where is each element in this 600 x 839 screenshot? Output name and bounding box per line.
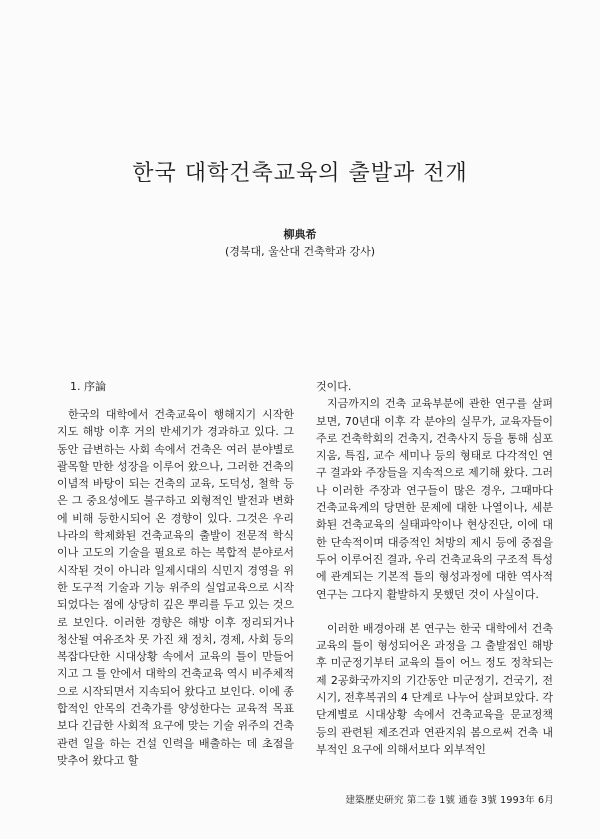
right-column bbox=[316, 378, 553, 758]
section-heading: 1. 序論 bbox=[70, 380, 106, 393]
body-paragraph: 것이다. bbox=[316, 380, 352, 393]
body-paragraph: 이러한 배경아래 본 연구는 한국 대학에서 건축교육의 틀이 형성되어온 과정을 그 출발점인 해방 후 미군정기부터 교육의 틀이 어느 정도 정착되는 제 2공화국까지의 기간동안 미군정기, 건국기, 전시기, 전후복귀의 4 단계로 나누어 살펴보았다. 각 단계별로 시대상황 속에서 건축교육을 문교정책 등의 관련된 제조건과 연관지워 봄으로써 건축 내부적인 요구에 의해서보다 외부적인 bbox=[316, 621, 553, 756]
author-name: 柳典希 bbox=[283, 228, 317, 241]
author-affiliation: (경북대, 울산대 건축학과 강사) bbox=[224, 245, 376, 258]
body-paragraph: 지금까지의 건축 교육부분에 관한 연구를 살펴보면, 70년대 이후 각 분야의 실무가, 교육자들이 주로 건축학회의 건축지, 건축사지 등을 통해 심포지움, 특집, 교수 세미나 등의 형태로 다각적인 연구 결과와 주장들을 지속적으로 제기해 왔다. 그러나 이러한 주장과 연구들이 많은 경우, 그때마다 건축교육계의 당면한 문제에 대한 나열이나, 세분화된 건축교육의 실태파악이나 현상진단, 이에 대한 단속적이며 대증적인 처방의 제시 등에 중점을 두어 이루어진 결과, 우리 건축교육의 구조적 특성에 관계되는 기본적 틀의 형성과정에 대한 역사적 연구는 그다지 활발하지 못했던 것이 사실이다. bbox=[316, 397, 553, 601]
page-title: 한국 대학건축교육의 출발과 전개 bbox=[132, 161, 468, 186]
left-column bbox=[57, 378, 294, 769]
body-paragraph: 한국의 대학에서 건축교육이 행해지기 시작한 지도 해방 이후 거의 반세기가 경과하고 있다. 그동안 급변하는 사회 속에서 건축은 여러 분야별로 괄목할 만한 성장을 이루어 왔으나, 그러한 건축의 이념적 바탕이 되는 건축의 교육, 도덕성, 철학 등은 그 중요성에도 불구하고 외형적인 발전과 변화에 비해 등한시되어 온 경향이 있다. 그것은 우리나라의 학제화된 건축교육의 출발이 전문적 학식이나 고도의 기술을 필요로 하는 복합적 분야로서 시작된 것이 아니라 일제시대의 식민지 경영을 위한 도구적 기술과 기능 위주의 실업교육으로 시작되었다는 점에 상당히 깊은 뿌리를 두고 있는 것으로 보인다. 이러한 경향은 해방 이후 정리되거나 청산될 여유조차 못 가진 채 정치, 경제, 사회 등의 복잡다단한 시대상황 속에서 교육의 틀이 만들어지고 그 틀 안에서 대학의 건축교육 역시 비주체적으로 시작되면서 지속되어 왔다고 보인다. 이에 종합적인 안목의 건축가를 양성한다는 교육적 목표보다 긴급한 사회적 요구에 맞는 기술 위주의 건축관련 일을 하는 건설 인력을 배출하는 데 초점을 맞추어 왔다고 할 bbox=[57, 408, 294, 767]
paragraph-spacer bbox=[316, 603, 553, 620]
journal-footer: 建築歷史硏究 第二卷 1號 通卷 3號 1993年 6月 bbox=[345, 795, 554, 806]
